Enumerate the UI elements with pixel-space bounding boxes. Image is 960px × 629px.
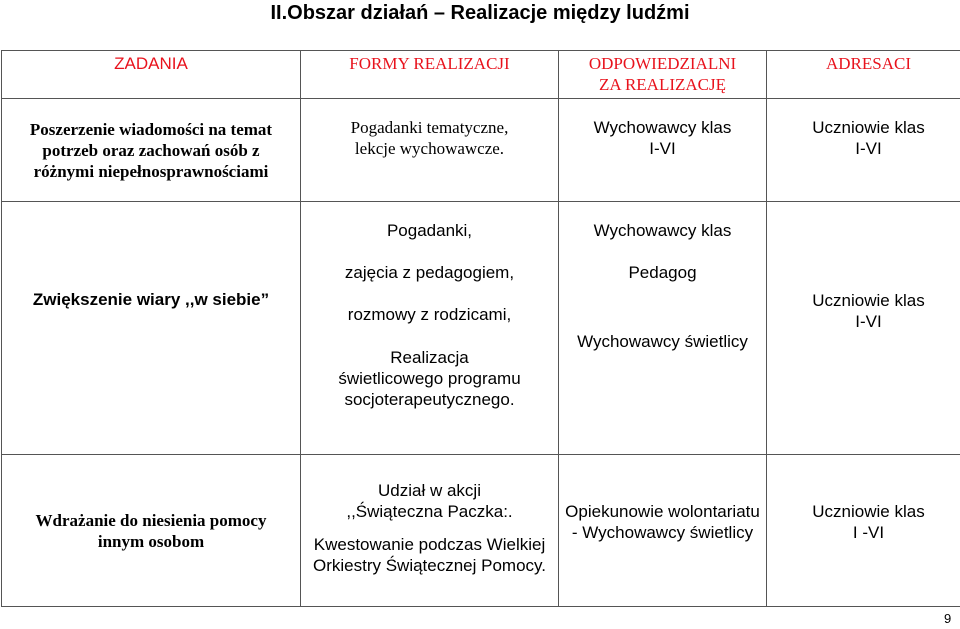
- header-responsible: ODPOWIEDZIALNI ZA REALIZACJĘ: [559, 51, 767, 99]
- table-header-row: [2, 51, 960, 99]
- task-cell: Wdrażanie do niesienia pomocy innym osobom: [2, 455, 301, 607]
- header-forms: FORMY REALIZACJI: [301, 51, 559, 99]
- forms-line: rozmowy z rodzicami,: [347, 305, 512, 324]
- header-tasks: ZADANIA: [2, 51, 301, 99]
- responsible-line: Wychowawcy klas: [593, 221, 732, 240]
- table-row: [2, 99, 960, 202]
- recipients-line: I-VI: [855, 312, 882, 331]
- table-row: [2, 202, 960, 331]
- recipients-line: Uczniowie klas: [812, 291, 925, 310]
- section-title: II.Obszar działań – Realizacje między ludźmi: [270, 2, 690, 24]
- page-number: 9: [944, 611, 952, 626]
- responsible-line: Pedagog: [628, 263, 697, 282]
- recipients-cell: [767, 455, 960, 607]
- responsible-cell: [559, 99, 767, 202]
- responsible-line: Wychowawcy klas: [593, 118, 732, 137]
- forms-cell: [301, 455, 559, 607]
- table-row: [2, 455, 960, 607]
- recipients-line: Uczniowie klas: [812, 118, 925, 137]
- task-cell: Zwiększenie wiary ,,w siebie”: [2, 202, 301, 455]
- forms-cell: Realizacja świetlicowego programu socjoterapeutycznego.: [301, 331, 559, 455]
- responsible-cell: Wychowawcy świetlicy: [559, 331, 767, 455]
- recipients-line: I-VI: [855, 139, 882, 158]
- task-cell: Poszerzenie wiadomości na temat potrzeb oraz zachowań osób z różnymi niepełnosprawnościami: [2, 99, 301, 202]
- forms-line: Kwestowanie podczas Wielkiej Orkiestry Świątecznej Pomocy.: [312, 535, 547, 575]
- forms-line: Udział w akcji ,,Świąteczna Paczka:.: [346, 481, 513, 521]
- forms-cell: [301, 202, 559, 331]
- forms-line: Pogadanki,: [386, 221, 473, 240]
- forms-cell: Pogadanki tematyczne, lekcje wychowawcze.: [301, 99, 559, 202]
- activities-table: [1, 50, 960, 607]
- forms-line: zajęcia z pedagogiem,: [344, 263, 515, 282]
- responsible-line: I-VI: [649, 139, 676, 158]
- header-recipients: ADRESACI: [767, 51, 960, 99]
- responsible-cell: Opiekunowie wolontariatu - Wychowawcy świetlicy: [559, 455, 767, 607]
- responsible-cell: [559, 202, 767, 331]
- recipients-cell: [767, 99, 960, 202]
- recipients-line: Uczniowie klas: [812, 502, 925, 521]
- recipients-cell: [767, 202, 960, 455]
- recipients-line: I -VI: [852, 523, 885, 542]
